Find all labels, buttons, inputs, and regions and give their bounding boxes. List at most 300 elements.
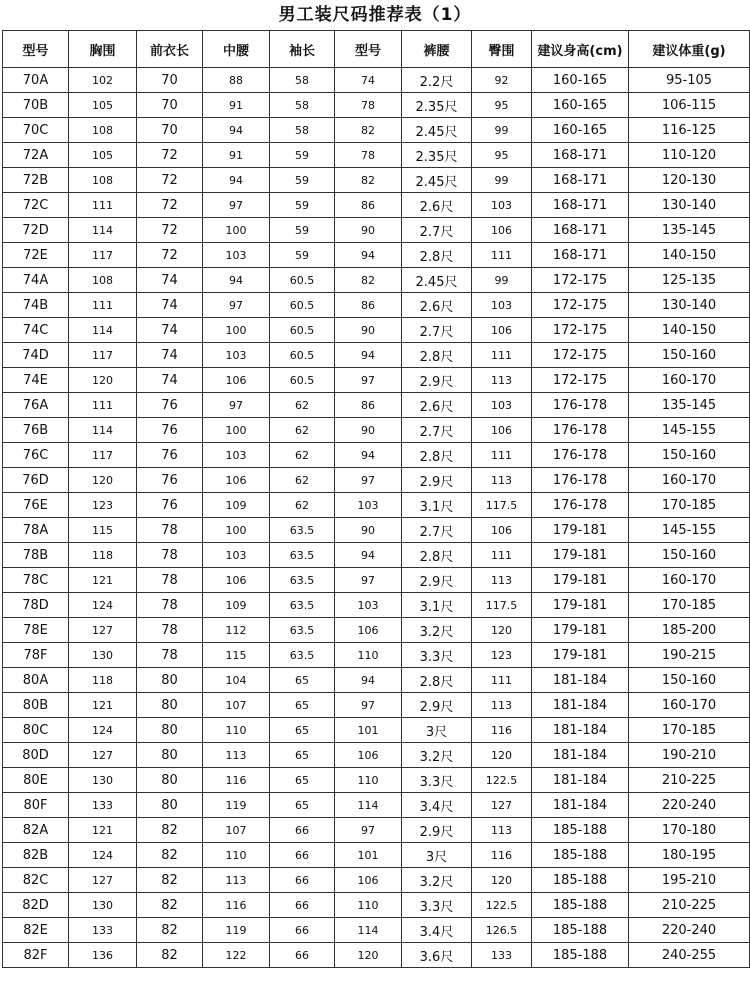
cell-chest: 108 — [69, 118, 137, 143]
column-header-sleeve-length: 袖长 — [270, 31, 335, 68]
cell-waist: 91 — [203, 93, 270, 118]
cell-hip: 126.5 — [472, 918, 532, 943]
cell-hip: 122.5 — [472, 768, 532, 793]
cell-front-length: 70 — [137, 93, 203, 118]
cell-hip: 120 — [472, 743, 532, 768]
size-table — [2, 30, 750, 968]
table-row — [3, 468, 750, 493]
cell-suggested-weight: 145-155 — [629, 518, 750, 543]
cell-suggested-weight: 150-160 — [629, 443, 750, 468]
cell-model: 74C — [3, 318, 69, 343]
cell-pants-waist: 3.1尺 — [402, 493, 472, 518]
cell-waist: 116 — [203, 893, 270, 918]
cell-sleeve-length: 59 — [270, 193, 335, 218]
cell-suggested-weight: 180-195 — [629, 843, 750, 868]
cell-waist: 100 — [203, 418, 270, 443]
cell-chest: 117 — [69, 243, 137, 268]
table-row — [3, 743, 750, 768]
cell-chest: 133 — [69, 918, 137, 943]
cell-hip: 133 — [472, 943, 532, 968]
cell-suggested-weight: 106-115 — [629, 93, 750, 118]
cell-pants-waist: 3.4尺 — [402, 918, 472, 943]
cell-pants-model: 90 — [335, 318, 402, 343]
cell-pants-model: 90 — [335, 518, 402, 543]
cell-chest: 120 — [69, 468, 137, 493]
table-row — [3, 493, 750, 518]
cell-suggested-weight: 170-185 — [629, 718, 750, 743]
cell-chest: 130 — [69, 768, 137, 793]
cell-pants-waist: 2.8尺 — [402, 243, 472, 268]
cell-sleeve-length: 58 — [270, 118, 335, 143]
cell-suggested-weight: 135-145 — [629, 393, 750, 418]
cell-pants-model: 97 — [335, 818, 402, 843]
table-row — [3, 118, 750, 143]
cell-suggested-weight: 150-160 — [629, 543, 750, 568]
cell-model: 70C — [3, 118, 69, 143]
cell-hip: 116 — [472, 718, 532, 743]
cell-chest: 108 — [69, 268, 137, 293]
table-header — [3, 31, 750, 68]
cell-sleeve-length: 59 — [270, 168, 335, 193]
cell-hip: 95 — [472, 93, 532, 118]
cell-suggested-height: 172-175 — [532, 268, 629, 293]
cell-sleeve-length: 65 — [270, 718, 335, 743]
column-header-suggested-weight: 建议体重(g) — [629, 31, 750, 68]
cell-sleeve-length: 63.5 — [270, 518, 335, 543]
cell-suggested-height: 181-184 — [532, 768, 629, 793]
cell-pants-waist: 2.45尺 — [402, 268, 472, 293]
cell-model: 82F — [3, 943, 69, 968]
cell-hip: 117.5 — [472, 493, 532, 518]
cell-pants-model: 97 — [335, 568, 402, 593]
cell-suggested-weight: 185-200 — [629, 618, 750, 643]
cell-pants-waist: 3.3尺 — [402, 768, 472, 793]
cell-suggested-weight: 210-225 — [629, 893, 750, 918]
cell-pants-waist: 2.7尺 — [402, 418, 472, 443]
cell-hip: 99 — [472, 168, 532, 193]
cell-front-length: 82 — [137, 893, 203, 918]
cell-waist: 113 — [203, 743, 270, 768]
cell-sleeve-length: 66 — [270, 893, 335, 918]
cell-pants-model: 82 — [335, 268, 402, 293]
cell-chest: 115 — [69, 518, 137, 543]
cell-hip: 123 — [472, 643, 532, 668]
cell-chest: 121 — [69, 818, 137, 843]
cell-pants-model: 86 — [335, 393, 402, 418]
cell-hip: 111 — [472, 343, 532, 368]
cell-pants-model: 103 — [335, 593, 402, 618]
cell-hip: 116 — [472, 843, 532, 868]
cell-pants-model: 94 — [335, 343, 402, 368]
table-row — [3, 318, 750, 343]
cell-suggested-height: 185-188 — [532, 843, 629, 868]
cell-hip: 113 — [472, 693, 532, 718]
cell-pants-waist: 2.35尺 — [402, 93, 472, 118]
cell-suggested-height: 160-165 — [532, 118, 629, 143]
cell-suggested-height: 168-171 — [532, 168, 629, 193]
cell-waist: 97 — [203, 293, 270, 318]
cell-hip: 95 — [472, 143, 532, 168]
column-header-model: 型号 — [3, 31, 69, 68]
cell-pants-waist: 3.3尺 — [402, 893, 472, 918]
cell-sleeve-length: 65 — [270, 668, 335, 693]
cell-pants-waist: 3.4尺 — [402, 793, 472, 818]
cell-front-length: 74 — [137, 293, 203, 318]
cell-suggested-weight: 130-140 — [629, 293, 750, 318]
cell-suggested-weight: 145-155 — [629, 418, 750, 443]
cell-model: 80A — [3, 668, 69, 693]
cell-front-length: 76 — [137, 493, 203, 518]
cell-front-length: 78 — [137, 543, 203, 568]
cell-hip: 103 — [472, 293, 532, 318]
cell-suggested-weight: 160-170 — [629, 568, 750, 593]
cell-model: 70A — [3, 68, 69, 93]
cell-sleeve-length: 62 — [270, 393, 335, 418]
cell-chest: 111 — [69, 193, 137, 218]
cell-sleeve-length: 62 — [270, 493, 335, 518]
table-row — [3, 93, 750, 118]
table-row — [3, 368, 750, 393]
cell-sleeve-length: 63.5 — [270, 543, 335, 568]
cell-pants-model: 114 — [335, 918, 402, 943]
cell-model: 74D — [3, 343, 69, 368]
cell-model: 76B — [3, 418, 69, 443]
cell-waist: 97 — [203, 393, 270, 418]
cell-pants-model: 110 — [335, 643, 402, 668]
cell-front-length: 82 — [137, 843, 203, 868]
cell-sleeve-length: 66 — [270, 943, 335, 968]
table-row — [3, 243, 750, 268]
table-row — [3, 193, 750, 218]
cell-waist: 119 — [203, 793, 270, 818]
cell-model: 72E — [3, 243, 69, 268]
cell-pants-model: 101 — [335, 718, 402, 743]
cell-waist: 100 — [203, 518, 270, 543]
cell-hip: 106 — [472, 518, 532, 543]
cell-suggested-weight: 190-215 — [629, 643, 750, 668]
cell-front-length: 78 — [137, 518, 203, 543]
cell-front-length: 76 — [137, 443, 203, 468]
cell-waist: 103 — [203, 543, 270, 568]
cell-waist: 100 — [203, 218, 270, 243]
cell-model: 78D — [3, 593, 69, 618]
cell-front-length: 82 — [137, 868, 203, 893]
cell-chest: 130 — [69, 643, 137, 668]
cell-pants-model: 82 — [335, 168, 402, 193]
page-title: 男工装尺码推荐表（1） — [278, 5, 472, 25]
cell-chest: 111 — [69, 293, 137, 318]
cell-pants-waist: 2.8尺 — [402, 668, 472, 693]
table-row — [3, 393, 750, 418]
cell-sleeve-length: 65 — [270, 743, 335, 768]
cell-sleeve-length: 58 — [270, 93, 335, 118]
cell-waist: 103 — [203, 443, 270, 468]
cell-pants-model: 110 — [335, 768, 402, 793]
cell-hip: 99 — [472, 268, 532, 293]
table-row — [3, 143, 750, 168]
cell-front-length: 80 — [137, 668, 203, 693]
cell-model: 82D — [3, 893, 69, 918]
cell-waist: 119 — [203, 918, 270, 943]
cell-sleeve-length: 63.5 — [270, 643, 335, 668]
cell-front-length: 70 — [137, 118, 203, 143]
cell-pants-model: 78 — [335, 143, 402, 168]
cell-hip: 106 — [472, 218, 532, 243]
cell-front-length: 72 — [137, 193, 203, 218]
cell-model: 74B — [3, 293, 69, 318]
cell-model: 72C — [3, 193, 69, 218]
cell-chest: 127 — [69, 743, 137, 768]
cell-pants-model: 94 — [335, 668, 402, 693]
cell-suggested-height: 172-175 — [532, 318, 629, 343]
cell-pants-waist: 2.9尺 — [402, 368, 472, 393]
cell-chest: 124 — [69, 718, 137, 743]
cell-model: 72D — [3, 218, 69, 243]
cell-pants-waist: 2.9尺 — [402, 818, 472, 843]
cell-model: 76C — [3, 443, 69, 468]
cell-chest: 133 — [69, 793, 137, 818]
cell-suggested-weight: 125-135 — [629, 268, 750, 293]
cell-suggested-weight: 116-125 — [629, 118, 750, 143]
cell-suggested-height: 185-188 — [532, 818, 629, 843]
cell-suggested-height: 179-181 — [532, 568, 629, 593]
cell-suggested-weight: 160-170 — [629, 468, 750, 493]
cell-hip: 122.5 — [472, 893, 532, 918]
cell-sleeve-length: 59 — [270, 143, 335, 168]
cell-waist: 100 — [203, 318, 270, 343]
cell-hip: 103 — [472, 393, 532, 418]
cell-pants-model: 90 — [335, 418, 402, 443]
cell-chest: 117 — [69, 443, 137, 468]
cell-suggested-height: 181-184 — [532, 718, 629, 743]
cell-pants-waist: 3.3尺 — [402, 643, 472, 668]
cell-suggested-height: 179-181 — [532, 643, 629, 668]
column-header-pants-model: 型号 — [335, 31, 402, 68]
cell-pants-model: 94 — [335, 543, 402, 568]
table-row — [3, 768, 750, 793]
cell-waist: 91 — [203, 143, 270, 168]
cell-waist: 113 — [203, 868, 270, 893]
cell-chest: 117 — [69, 343, 137, 368]
cell-model: 80D — [3, 743, 69, 768]
cell-chest: 108 — [69, 168, 137, 193]
cell-pants-model: 120 — [335, 943, 402, 968]
cell-waist: 110 — [203, 843, 270, 868]
cell-suggested-weight: 195-210 — [629, 868, 750, 893]
cell-front-length: 82 — [137, 943, 203, 968]
column-header-chest: 胸围 — [69, 31, 137, 68]
cell-hip: 113 — [472, 468, 532, 493]
table-row — [3, 218, 750, 243]
cell-suggested-weight: 150-160 — [629, 343, 750, 368]
cell-sleeve-length: 62 — [270, 443, 335, 468]
cell-front-length: 76 — [137, 418, 203, 443]
cell-front-length: 74 — [137, 318, 203, 343]
cell-pants-model: 82 — [335, 118, 402, 143]
cell-hip: 111 — [472, 668, 532, 693]
cell-sleeve-length: 62 — [270, 468, 335, 493]
cell-chest: 130 — [69, 893, 137, 918]
cell-pants-waist: 2.6尺 — [402, 393, 472, 418]
cell-sleeve-length: 59 — [270, 243, 335, 268]
cell-suggested-weight: 140-150 — [629, 243, 750, 268]
cell-model: 82C — [3, 868, 69, 893]
cell-model: 80E — [3, 768, 69, 793]
cell-suggested-weight: 170-180 — [629, 818, 750, 843]
cell-suggested-weight: 170-185 — [629, 593, 750, 618]
cell-sleeve-length: 66 — [270, 918, 335, 943]
cell-sleeve-length: 60.5 — [270, 368, 335, 393]
cell-model: 76A — [3, 393, 69, 418]
cell-pants-waist: 3.2尺 — [402, 868, 472, 893]
cell-chest: 127 — [69, 618, 137, 643]
cell-front-length: 76 — [137, 393, 203, 418]
cell-sleeve-length: 66 — [270, 818, 335, 843]
cell-waist: 106 — [203, 568, 270, 593]
cell-waist: 97 — [203, 193, 270, 218]
column-header-waist: 中腰 — [203, 31, 270, 68]
cell-suggested-height: 172-175 — [532, 368, 629, 393]
table-row — [3, 893, 750, 918]
cell-suggested-weight: 240-255 — [629, 943, 750, 968]
cell-hip: 106 — [472, 418, 532, 443]
cell-front-length: 72 — [137, 218, 203, 243]
cell-front-length: 80 — [137, 793, 203, 818]
cell-sleeve-length: 60.5 — [270, 318, 335, 343]
cell-model: 82B — [3, 843, 69, 868]
cell-chest: 114 — [69, 318, 137, 343]
cell-front-length: 80 — [137, 768, 203, 793]
cell-hip: 92 — [472, 68, 532, 93]
cell-sleeve-length: 59 — [270, 218, 335, 243]
cell-hip: 120 — [472, 868, 532, 893]
cell-front-length: 76 — [137, 468, 203, 493]
cell-sleeve-length: 65 — [270, 793, 335, 818]
cell-waist: 109 — [203, 493, 270, 518]
cell-chest: 123 — [69, 493, 137, 518]
cell-model: 78F — [3, 643, 69, 668]
table-row — [3, 918, 750, 943]
cell-pants-model: 106 — [335, 743, 402, 768]
cell-waist: 107 — [203, 818, 270, 843]
cell-suggested-weight: 150-160 — [629, 668, 750, 693]
cell-suggested-height: 185-188 — [532, 943, 629, 968]
table-row — [3, 668, 750, 693]
table-row — [3, 818, 750, 843]
table-row — [3, 843, 750, 868]
cell-pants-waist: 3尺 — [402, 718, 472, 743]
cell-front-length: 72 — [137, 143, 203, 168]
cell-suggested-weight: 120-130 — [629, 168, 750, 193]
table-row — [3, 693, 750, 718]
cell-hip: 127 — [472, 793, 532, 818]
cell-pants-model: 106 — [335, 868, 402, 893]
cell-pants-waist: 2.9尺 — [402, 468, 472, 493]
cell-waist: 94 — [203, 118, 270, 143]
cell-chest: 105 — [69, 93, 137, 118]
cell-hip: 120 — [472, 618, 532, 643]
cell-chest: 114 — [69, 418, 137, 443]
cell-front-length: 78 — [137, 618, 203, 643]
cell-hip: 113 — [472, 568, 532, 593]
cell-sleeve-length: 65 — [270, 693, 335, 718]
cell-pants-model: 94 — [335, 443, 402, 468]
cell-suggested-weight: 95-105 — [629, 68, 750, 93]
cell-waist: 103 — [203, 343, 270, 368]
cell-suggested-height: 181-184 — [532, 668, 629, 693]
cell-hip: 103 — [472, 193, 532, 218]
cell-sleeve-length: 62 — [270, 418, 335, 443]
cell-front-length: 74 — [137, 368, 203, 393]
table-row — [3, 518, 750, 543]
cell-model: 76D — [3, 468, 69, 493]
cell-front-length: 82 — [137, 818, 203, 843]
cell-model: 76E — [3, 493, 69, 518]
cell-pants-waist: 2.7尺 — [402, 518, 472, 543]
cell-waist: 94 — [203, 268, 270, 293]
cell-suggested-height: 179-181 — [532, 593, 629, 618]
cell-chest: 121 — [69, 693, 137, 718]
cell-suggested-height: 179-181 — [532, 543, 629, 568]
header-row — [3, 31, 750, 68]
cell-suggested-height: 168-171 — [532, 193, 629, 218]
cell-chest: 105 — [69, 143, 137, 168]
cell-waist: 122 — [203, 943, 270, 968]
cell-model: 80C — [3, 718, 69, 743]
cell-front-length: 78 — [137, 568, 203, 593]
cell-pants-model: 86 — [335, 193, 402, 218]
cell-hip: 113 — [472, 818, 532, 843]
table-row — [3, 593, 750, 618]
cell-sleeve-length: 60.5 — [270, 268, 335, 293]
cell-suggested-weight: 190-210 — [629, 743, 750, 768]
cell-suggested-height: 176-178 — [532, 468, 629, 493]
cell-pants-waist: 3尺 — [402, 843, 472, 868]
table-row — [3, 718, 750, 743]
cell-pants-waist: 2.8尺 — [402, 343, 472, 368]
cell-suggested-height: 160-165 — [532, 68, 629, 93]
cell-suggested-height: 172-175 — [532, 293, 629, 318]
cell-sleeve-length: 63.5 — [270, 593, 335, 618]
cell-chest: 111 — [69, 393, 137, 418]
cell-pants-waist: 3.6尺 — [402, 943, 472, 968]
cell-suggested-weight: 220-240 — [629, 918, 750, 943]
cell-suggested-weight: 170-185 — [629, 493, 750, 518]
cell-model: 74E — [3, 368, 69, 393]
cell-sleeve-length: 66 — [270, 868, 335, 893]
cell-waist: 112 — [203, 618, 270, 643]
cell-hip: 106 — [472, 318, 532, 343]
cell-hip: 113 — [472, 368, 532, 393]
cell-front-length: 74 — [137, 343, 203, 368]
cell-model: 78C — [3, 568, 69, 593]
table-row — [3, 618, 750, 643]
cell-pants-model: 103 — [335, 493, 402, 518]
cell-pants-waist: 2.9尺 — [402, 693, 472, 718]
cell-pants-model: 114 — [335, 793, 402, 818]
cell-suggested-weight: 110-120 — [629, 143, 750, 168]
cell-sleeve-length: 63.5 — [270, 568, 335, 593]
cell-suggested-height: 185-188 — [532, 918, 629, 943]
cell-pants-model: 94 — [335, 243, 402, 268]
table-row — [3, 568, 750, 593]
cell-waist: 106 — [203, 468, 270, 493]
cell-suggested-height: 168-171 — [532, 218, 629, 243]
cell-sleeve-length: 65 — [270, 768, 335, 793]
cell-front-length: 80 — [137, 693, 203, 718]
cell-pants-model: 97 — [335, 693, 402, 718]
cell-chest: 118 — [69, 543, 137, 568]
